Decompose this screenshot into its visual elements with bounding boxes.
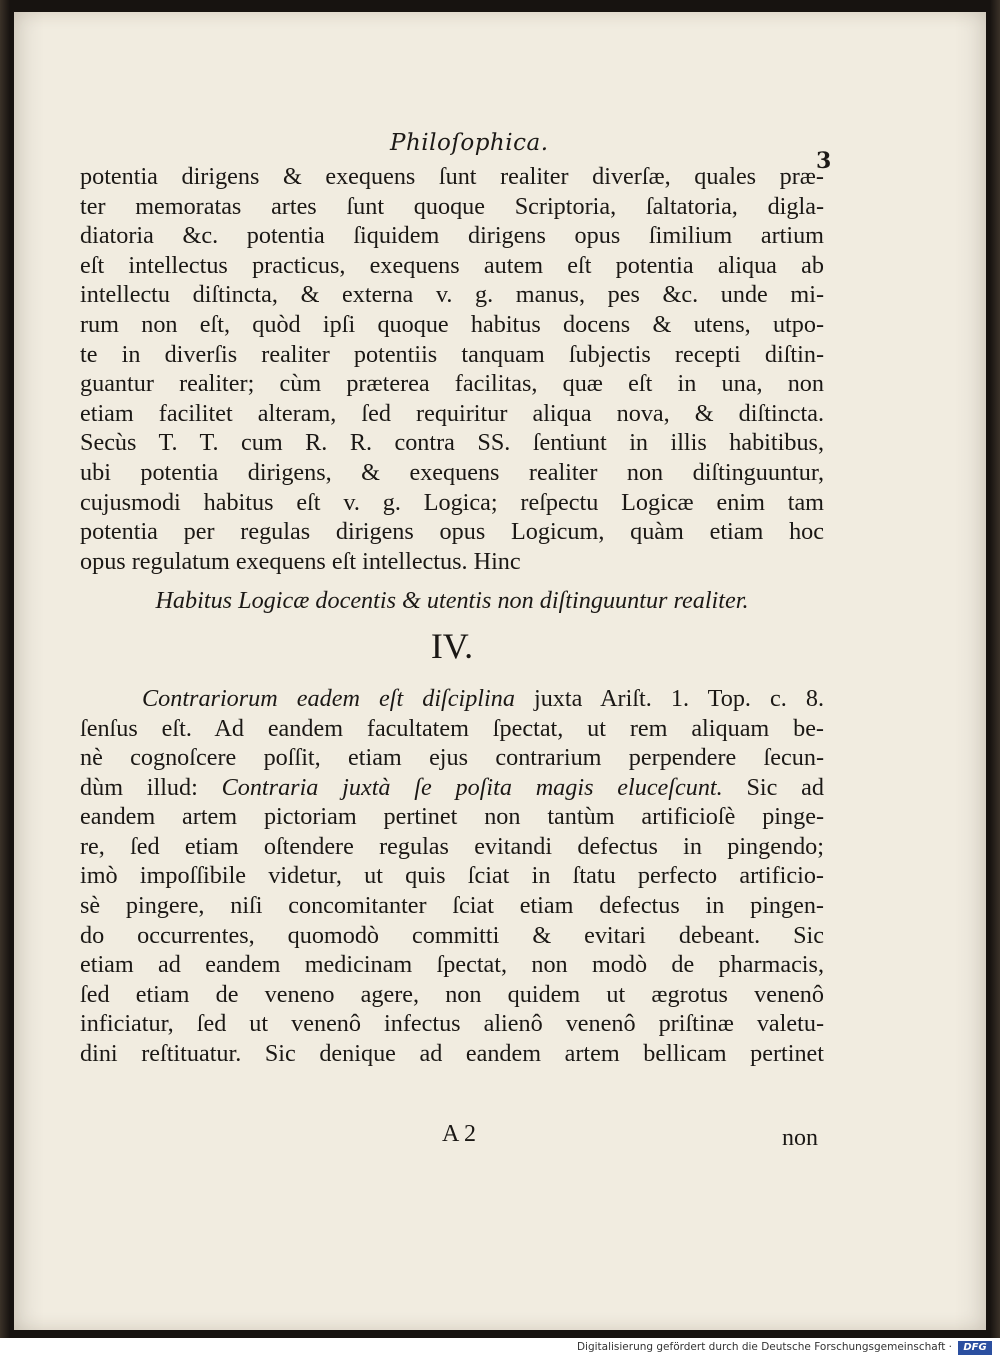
- text-line: do occurrentes, quomodò committi & evitari debeant. Sic: [80, 921, 824, 949]
- text-line: rum non eſt, quòd ipſi quoque habitus docens & utens, utpo-: [80, 310, 824, 338]
- text-line: nè cognoſcere poſſit, etiam ejus contrarium perpendere ſecun-: [80, 744, 824, 772]
- text-span: Sic ad: [722, 773, 824, 801]
- spacer: [80, 576, 824, 586]
- paragraph-2: [80, 684, 824, 1069]
- text-line: ſed etiam de veneno agere, non quidem ut ægrotus venenô: [80, 980, 824, 1008]
- text-line: [80, 773, 824, 803]
- text-line: sè pingere, niſi concomitanter ſciat etiam defectus in pingen-: [80, 892, 824, 920]
- text-span: dùm illud:: [80, 773, 222, 801]
- text-line: cujusmodi habitus eſt v. g. Logica; reſpectu Logicæ enim tam: [80, 488, 824, 516]
- page-foot: [80, 1121, 824, 1151]
- text-line: eſt intellectus practicus, exequens autem eſt potentia aliqua ab: [80, 251, 824, 279]
- text-line: [80, 684, 824, 714]
- text-line: ubi potentia dirigens, & exequens realiter non diſtinguuntur,: [80, 458, 824, 486]
- italic-phrase: Contraria juxtà ſe poſita magis eluceſcunt.: [221, 773, 723, 801]
- text-line: ſenſus eſt. Ad eandem facultatem ſpectat, ut rem aliquam be-: [80, 714, 824, 742]
- text-line: re, ſed etiam oſtendere regulas evitandi defectus in pingendo;: [80, 832, 824, 860]
- text-line: Secùs T. T. cum R. R. contra SS. ſentiunt in illis habitibus,: [80, 429, 824, 457]
- text-line: te in diverſis realiter potentiis tanquam ſubjectis recepti diſtin-: [80, 340, 824, 368]
- text-line: imò impoſſibile videtur, ut quis ſciat in ſtatu perfecto artificio-: [80, 862, 824, 890]
- paragraph-1: [80, 162, 824, 576]
- italic-phrase: Contrariorum eadem eſt diſciplina: [142, 684, 515, 712]
- funding-credit: Digitalisierung gefördert durch die Deutsche Forschungsgemeinschaft ·: [576, 1341, 952, 1353]
- signature-mark: A 2: [442, 1121, 477, 1147]
- page-number: 3: [816, 148, 832, 174]
- text-line: ter memoratas artes ſunt quoque Scriptoria, ſaltatoria, digla-: [80, 192, 824, 220]
- text-line: inficiatur, ſed ut venenô infectus alienô venenô priſtinæ valetu-: [80, 1010, 824, 1038]
- text-line: eandem artem pictoriam pertinet non tantùm artificioſè pinge-: [80, 803, 824, 831]
- text-line: dini reſtituatur. Sic denique ad eandem artem bellicam pertinet: [80, 1040, 824, 1068]
- text-line: potentia per regulas dirigens opus Logicum, quàm etiam hoc: [80, 518, 824, 546]
- catchword: non: [782, 1125, 818, 1151]
- digitization-footer: [0, 1338, 1000, 1359]
- running-header: Philoſophica.: [390, 130, 549, 156]
- section-heading: IV.: [430, 625, 474, 666]
- text-line: intellectu diſtincta, & externa v. g. manus, pes &c. unde mi-: [80, 281, 824, 309]
- conclusion-line: Habitus Logicæ docentis & utentis non diſtinguuntur realiter.: [155, 587, 749, 615]
- text-line: potentia dirigens & exequens ſunt realiter diverſæ, quales præ-: [80, 163, 824, 190]
- text-line: etiam ad eandem medicinam ſpectat, non modò de pharmacis,: [80, 951, 824, 979]
- text-line: opus regulatum exequens eſt intellectus. Hinc: [80, 547, 521, 575]
- text-span: juxta Ariſt. 1. Top. c. 8.: [514, 684, 824, 712]
- text-line: diatoria &c. potentia ſiquidem dirigens opus ſimilium artium: [80, 222, 824, 250]
- text-line: guantur realiter; cùm præterea facilitas, quæ eſt in una, non: [80, 370, 824, 398]
- text-line: etiam facilitet alteram, ſed requiritur aliqua nova, & diſtincta.: [80, 399, 824, 427]
- dfg-logo: DFG: [958, 1341, 992, 1355]
- page-body: [80, 162, 824, 1069]
